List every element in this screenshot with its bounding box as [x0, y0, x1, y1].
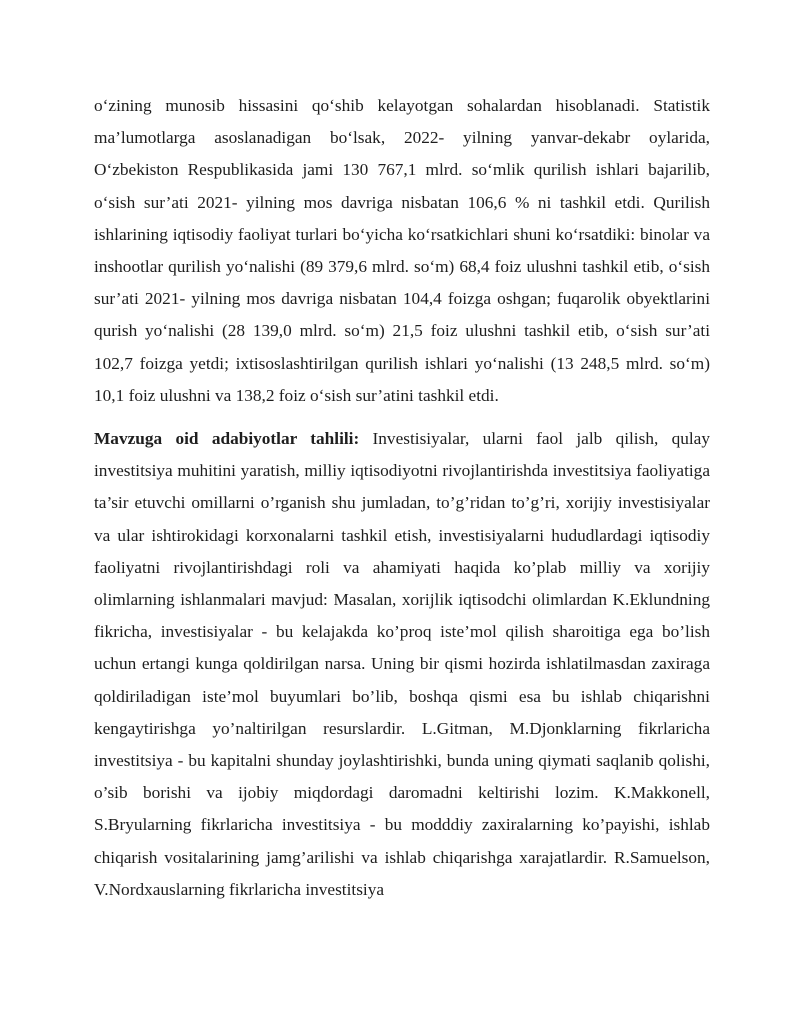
literature-review-body: Investisiyalar, ularni faol jalb qilish, qulay investitsiya muhitini yaratish, milliy iqtisodiyotni rivojlantirishda investitsiya faoliyatiga ta’sir etuvchi omillarni o’rganish shu jumladan, to’g’ridan to’g’ri, xorijiy investisiyalar va ular ishtirokidagi korxonalarni tashkil etish, investisiyalarni hududlardagi iqtisodiy faoliyatni rivojlantirishdagi roli va ahamiyati haqida ko’plab milliy va xorijiy olimlarning ishlanmalari mavjud: Masalan, xorijlik iqtisodchi olimlardan K.Eklundning fikricha, investisiyalar - bu kelajakda ko’proq iste’mol qilish sharoitiga ega bo’lish uchun ertangi kunga qoldirilgan narsa. Uning bir qismi hozirda ishlatilmasdan zaxiraga qoldiriladigan iste’mol buyumlari bo’lib, boshqa qismi esa bu ishlab chiqarishni kengaytirishga yo’naltirilgan resurslardir. L.Gitman, M.Djonklarning fikrlaricha investitsiya - bu kapitalni shunday joylashtirishki, bunda uning qiymati saqlanib qolishi, o’sib borishi va ijobiy miqdordagi daromadni keltirishi lozim. K.Makkonell, S.Bryularning fikrlaricha investitsiya - bu modddiy zaxiralarning ko’payishi, ishlab chiqarish vositalarining jamg’arilishi va ishlab chiqarishga xarajatlardir. R.Samuelson, V.Nordxauslarning fikrlaricha investitsiya: [94, 429, 710, 899]
section-heading: Mavzuga oid adabiyotlar tahlili:: [94, 429, 360, 449]
document-page: [94, 90, 710, 906]
paragraph-literature-review: [94, 423, 710, 906]
paragraph-construction-statistics: o‘zining munosib hissasini qo‘shib kelayotgan sohalardan hisoblanadi. Statistik ma’lumotlarga asoslanadigan bo‘lsak, 2022- yilning yanvar-dekabr oylarida, O‘zbekiston Respublikasida jami 130 767,1 mlrd. so‘mlik qurilish ishlari bajarilib, o‘sish sur’ati 2021- yilning mos davriga nisbatan 106,6 % ni tashkil etdi. Qurilish ishlarining iqtisodiy faoliyat turlari bo‘yicha ko‘rsatkichlari shuni ko‘rsatdiki: binolar va inshootlar qurilish yo‘nalishi (89 379,6 mlrd. so‘m) 68,4 foiz ulushni tashkil etib, o‘sish sur’ati 2021- yilning mos davriga nisbatan 104,4 foizga oshgan; fuqarolik obyektlarini qurish yo‘nalishi (28 139,0 mlrd. so‘m) 21,5 foiz ulushni tashkil etib, o‘sish sur’ati 102,7 foizga yetdi; ixtisoslashtirilgan qurilish ishlari yo‘nalishi (13 248,5 mlrd. so‘m) 10,1 foiz ulushni va 138,2 foiz o‘sish sur’atini tashkil etdi.: [94, 96, 710, 405]
